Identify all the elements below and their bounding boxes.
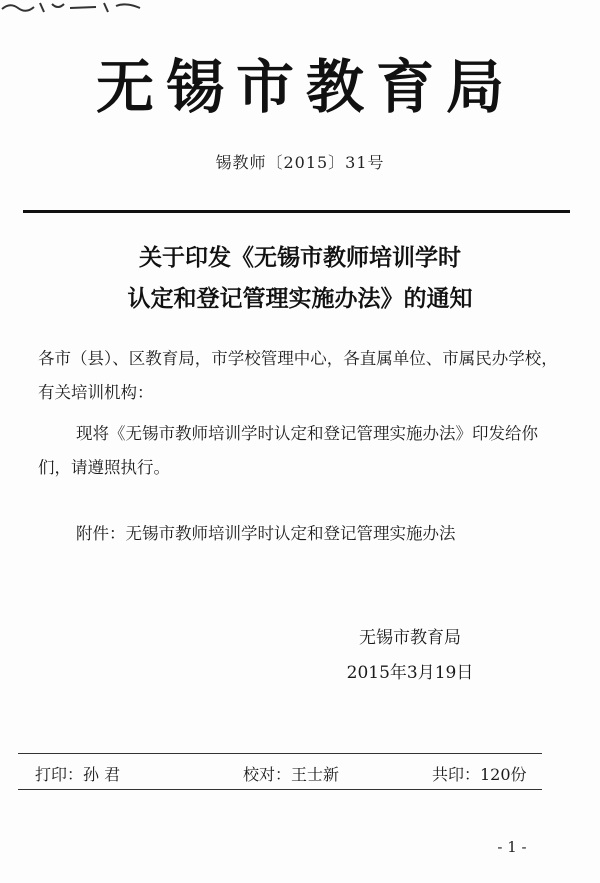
copies-printed: 共印：120份 <box>432 765 527 784</box>
notice-title <box>0 238 600 320</box>
recipients-line: 各市（县）、区教育局，市学校管理中心，各直属单位、市属民办学校，有关培训机构： <box>38 349 558 402</box>
main-paragraph: 现将《无锡市教师培训学时认定和登记管理实施办法》印发给你们，请遵照执行。 <box>38 424 538 477</box>
document-number: 锡教师〔2015〕31号 <box>215 153 385 172</box>
attachment-line: 附件：无锡市教师培训学时认定和登记管理实施办法 <box>76 524 456 543</box>
notice-title-line-2: 认定和登记管理实施办法》的通知 <box>127 286 473 312</box>
page-number: - 1 - <box>497 838 527 856</box>
handwritten-mark <box>0 0 150 14</box>
printed-by: 打印：孙 君 <box>35 765 121 784</box>
issuing-authority-title: 无锡市教育局 <box>95 53 516 121</box>
proofread-by: 校对：王士新 <box>243 765 340 784</box>
footer-bottom-rule <box>18 789 542 790</box>
signature-issuer: 无锡市教育局 <box>359 628 461 648</box>
footer-top-rule <box>18 753 542 754</box>
notice-title-line-1: 关于印发《无锡市教师培训学时 <box>139 245 461 271</box>
header-divider <box>23 210 570 213</box>
signature-date: 2015年3月19日 <box>346 663 474 683</box>
